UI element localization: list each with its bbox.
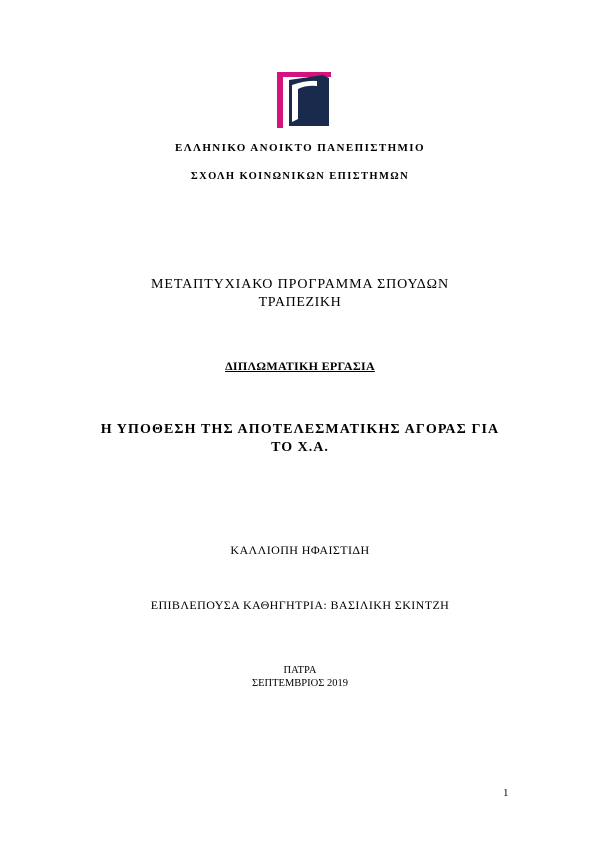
program-specialization: ΤΡΑΠΕΖΙΚΗ — [258, 295, 342, 310]
program-name: ΜΕΤΑΠΤΥΧΙΑΚΟ ΠΡΟΓΡΑΜΜΑ ΣΠΟΥΔΩΝ — [151, 277, 449, 292]
university-name: ΕΛΛΗΝΙΚΟ ΑΝΟΙΚΤΟ ΠΑΝΕΠΙΣΤΗΜΙΟ — [175, 142, 425, 154]
university-logo-icon — [277, 72, 331, 128]
thesis-title-line-2: ΤΟ Χ.Α. — [271, 440, 329, 455]
document-type: ΔΙΠΛΩΜΑΤΙΚΗ ΕΡΓΑΣΙΑ — [225, 359, 375, 373]
city: ΠΑΤΡΑ — [283, 665, 317, 676]
school-name: ΣΧΟΛΗ ΚΟΙΝΩΝΙΚΩΝ ΕΠΙΣΤΗΜΩΝ — [190, 171, 410, 182]
author-name: ΚΑΛΛΙΟΠΗ ΗΦΑΙΣΤΙΔΗ — [230, 543, 370, 557]
supervisor-line: ΕΠΙΒΛΕΠΟΥΣΑ ΚΑΘΗΓΗΤΡΙΑ: ΒΑΣΙΛΙΚΗ ΣΚΙΝΤΖΗ — [150, 598, 450, 612]
date: ΣΕΠΤΕΜΒΡΙΟΣ 2019 — [252, 678, 348, 689]
thesis-title-line-1: Η ΥΠΟΘΕΣΗ ΤΗΣ ΑΠΟΤΕΛΕΣΜΑΤΙΚΗΣ ΑΓΟΡΑΣ ΓΙΑ — [100, 422, 500, 437]
page-number: 1 — [503, 787, 509, 799]
